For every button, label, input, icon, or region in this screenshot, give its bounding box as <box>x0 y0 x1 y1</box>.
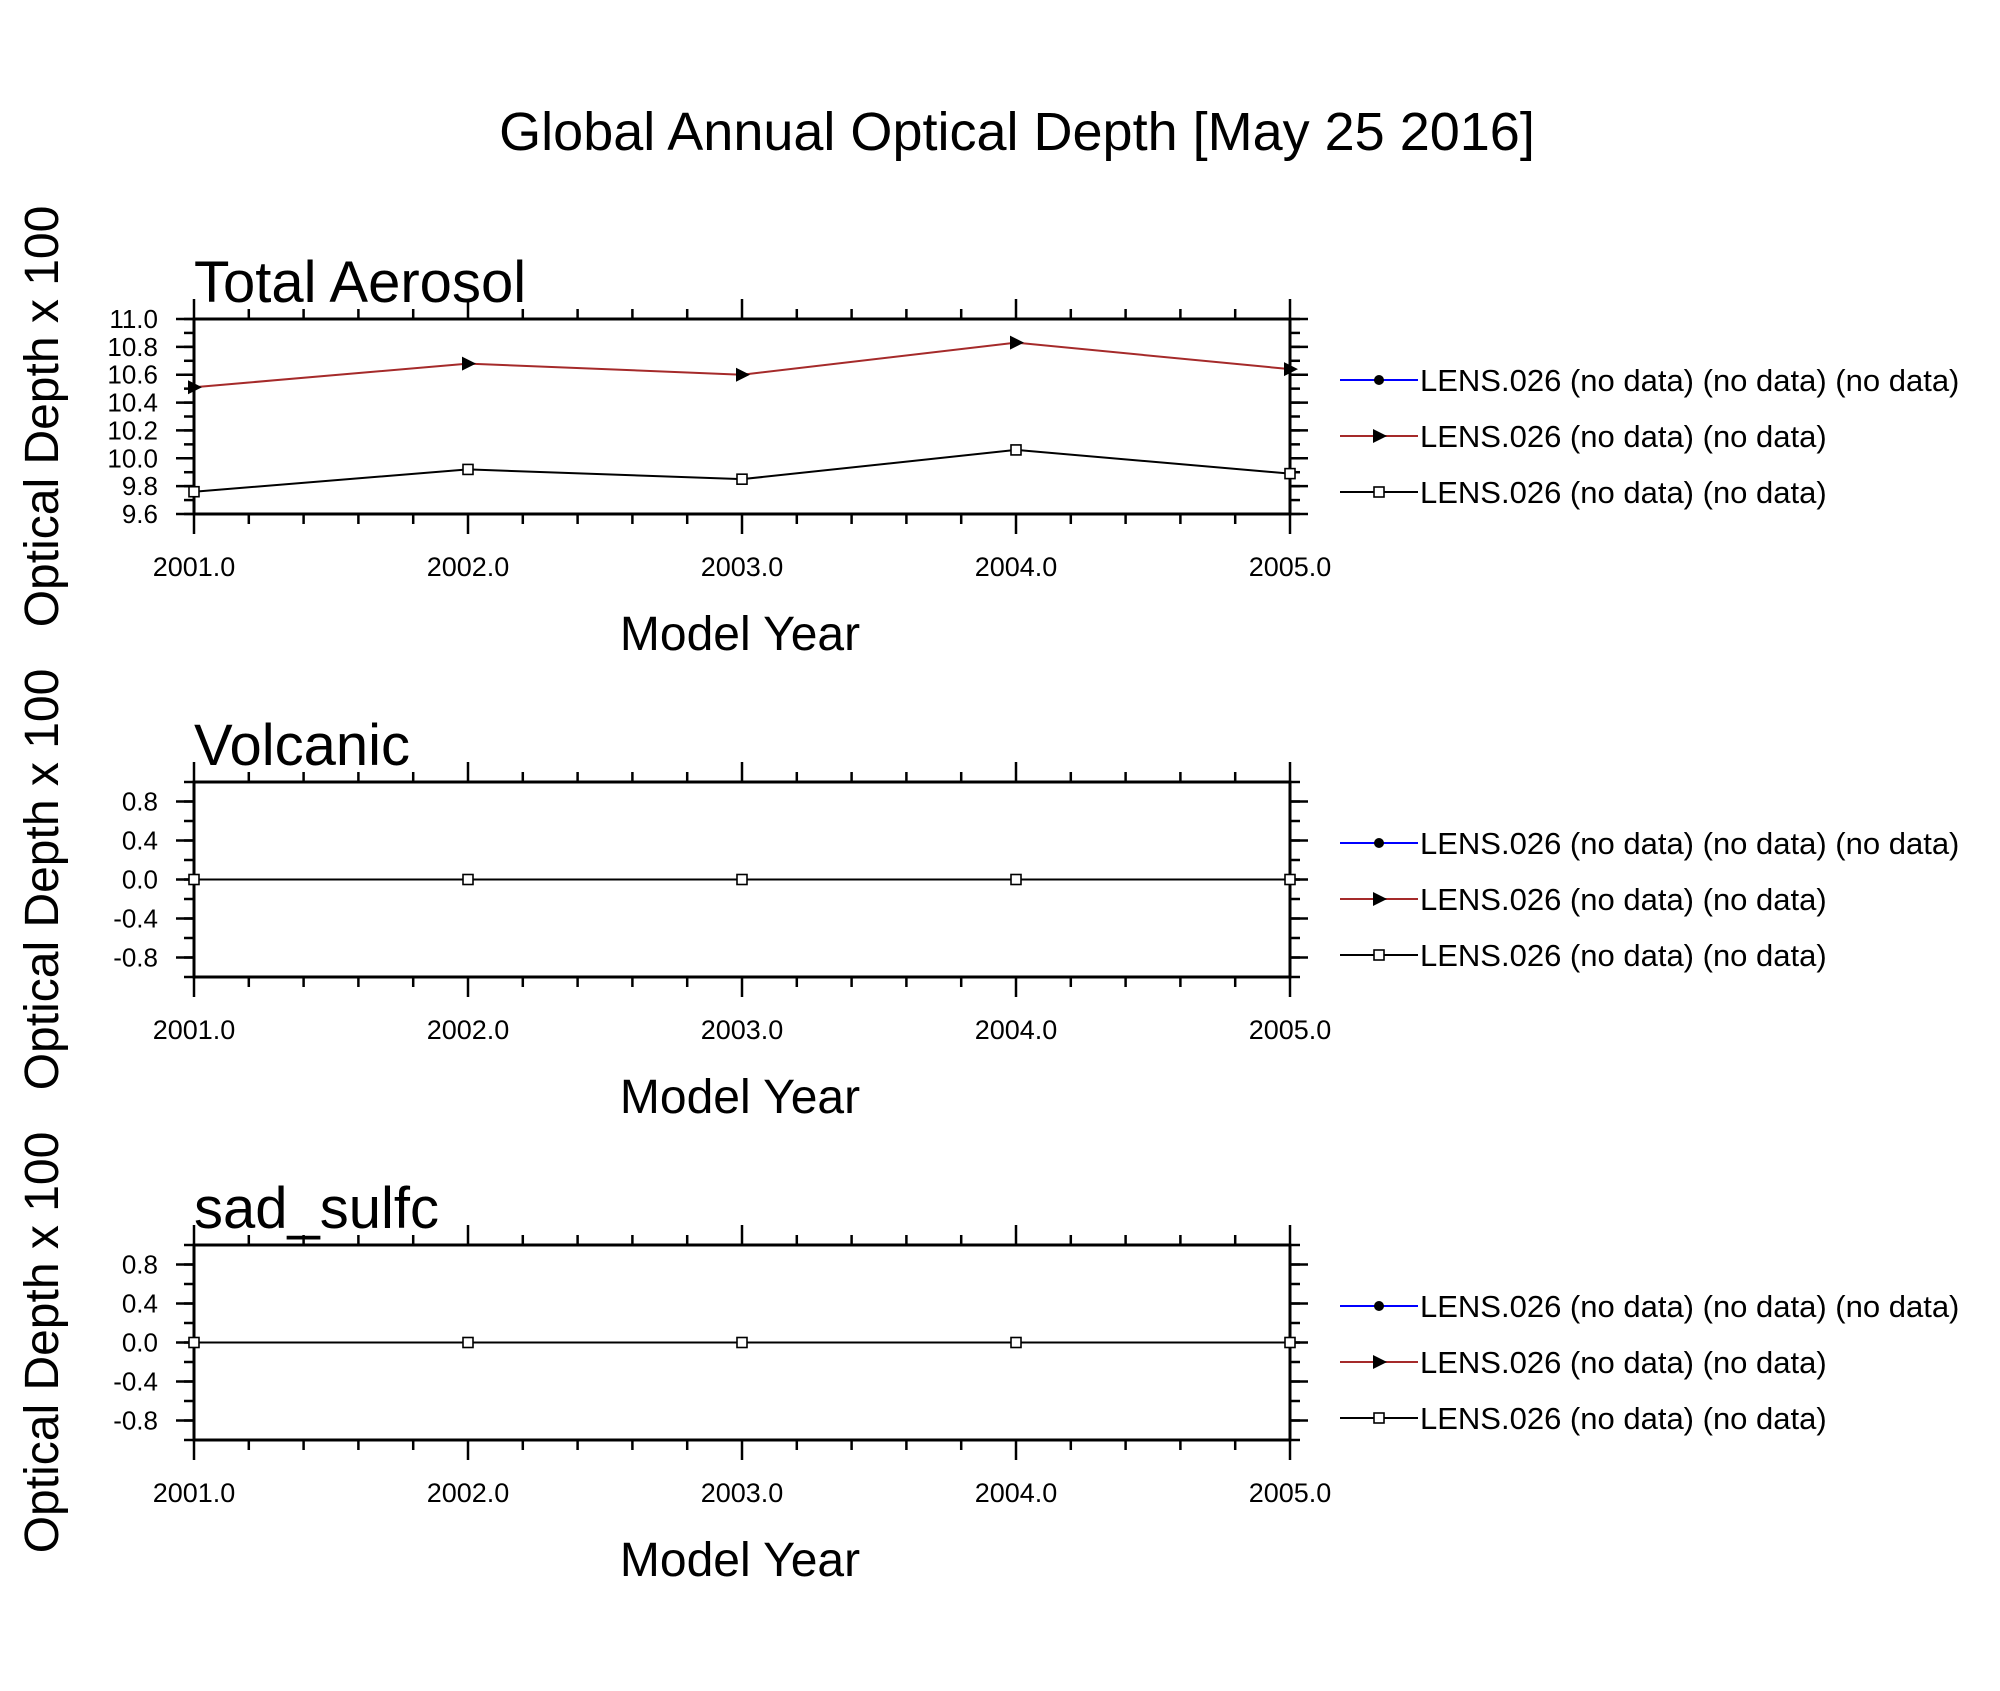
legend-label: LENS.026 (no data) (no data) <box>1420 1345 1827 1380</box>
data-point <box>189 487 199 497</box>
y-tick-label: 10.2 <box>107 415 158 446</box>
x-tick-label: 2002.0 <box>426 1015 510 1045</box>
y-tick-label: -0.4 <box>113 903 158 934</box>
y-tick-label: 10.6 <box>107 359 158 390</box>
x-tick-label: 2001.0 <box>152 1478 236 1508</box>
legend-marker-icon <box>1374 950 1384 960</box>
y-tick-label: 0.8 <box>121 1249 158 1280</box>
legend <box>1340 826 1959 973</box>
chart-panel-2 <box>16 669 1959 1124</box>
series-line <box>194 343 1290 388</box>
legend-label: LENS.026 (no data) (no data) (no data) <box>1420 826 1960 861</box>
x-tick-label: 2003.0 <box>700 1015 784 1045</box>
y-tick-label: 10.0 <box>107 443 158 474</box>
y-tick-label: -0.8 <box>113 1405 158 1436</box>
y-tick-label: 10.8 <box>107 331 158 362</box>
data-point <box>1011 445 1021 455</box>
x-tick-label: 2004.0 <box>974 1478 1058 1508</box>
data-point <box>463 464 473 474</box>
x-axis-label: Model Year <box>619 1534 861 1587</box>
legend-marker-icon <box>1374 838 1384 848</box>
chart-panel-1 <box>16 206 1959 661</box>
figure-title: Global Annual Optical Depth [May 25 2016] <box>499 102 1535 162</box>
y-axis-label: Optical Depth x 100 <box>16 205 69 628</box>
x-axis-label: Model Year <box>619 608 861 661</box>
data-point <box>736 368 750 382</box>
y-axis-label: Optical Depth x 100 <box>16 668 69 1091</box>
x-tick-label: 2003.0 <box>700 1478 784 1508</box>
chart-panel-3 <box>16 1132 1959 1587</box>
x-tick-label: 2004.0 <box>974 552 1058 582</box>
panel-title: sad_sulfc <box>194 1176 440 1241</box>
y-axis-label: Optical Depth x 100 <box>16 1131 69 1554</box>
x-tick-label: 2004.0 <box>974 1015 1058 1045</box>
x-tick-label: 2001.0 <box>152 552 236 582</box>
data-point <box>189 1338 199 1348</box>
data-point <box>1010 336 1024 350</box>
legend-marker-icon <box>1374 487 1384 497</box>
legend-marker-icon <box>1373 429 1387 443</box>
legend-label: LENS.026 (no data) (no data) <box>1420 882 1827 917</box>
legend-label: LENS.026 (no data) (no data) <box>1420 419 1827 454</box>
data-point <box>1011 1338 1021 1348</box>
legend <box>1340 363 1959 510</box>
y-tick-label: 0.8 <box>121 786 158 817</box>
y-tick-label: 11.0 <box>109 304 158 334</box>
y-tick-label: 9.6 <box>121 499 158 529</box>
x-axis-label: Model Year <box>619 1071 861 1124</box>
legend-marker-icon <box>1374 375 1384 385</box>
x-tick-label: 2003.0 <box>700 552 784 582</box>
data-point <box>737 474 747 484</box>
data-point <box>189 875 199 885</box>
data-point <box>1011 875 1021 885</box>
x-tick-label: 2005.0 <box>1248 1478 1332 1508</box>
legend-marker-icon <box>1374 1301 1384 1311</box>
data-point <box>463 1338 473 1348</box>
x-tick-label: 2001.0 <box>152 1015 236 1045</box>
y-tick-label: -0.4 <box>113 1366 158 1397</box>
legend-label: LENS.026 (no data) (no data) <box>1420 938 1827 973</box>
y-tick-label: 0.4 <box>121 825 158 856</box>
legend-marker-icon <box>1374 1413 1384 1423</box>
x-tick-label: 2005.0 <box>1248 552 1332 582</box>
x-tick-label: 2002.0 <box>426 1478 510 1508</box>
panel-title: Total Aerosol <box>194 250 527 315</box>
y-tick-label: 0.0 <box>121 1327 158 1358</box>
y-tick-label: -0.8 <box>113 942 158 973</box>
y-tick-label: 0.4 <box>121 1288 158 1319</box>
data-point <box>1285 469 1295 479</box>
data-point <box>737 875 747 885</box>
data-point <box>1285 1338 1295 1348</box>
legend-marker-icon <box>1373 1355 1387 1369</box>
panel-title: Volcanic <box>194 713 411 778</box>
legend-label: LENS.026 (no data) (no data) (no data) <box>1420 363 1960 398</box>
data-point <box>737 1338 747 1348</box>
data-point <box>1285 875 1295 885</box>
legend <box>1340 1289 1959 1436</box>
y-tick-label: 0.0 <box>121 864 158 895</box>
y-tick-label: 10.4 <box>107 387 158 418</box>
legend-marker-icon <box>1373 892 1387 906</box>
legend-label: LENS.026 (no data) (no data) <box>1420 475 1827 510</box>
x-tick-label: 2002.0 <box>426 552 510 582</box>
data-point <box>463 875 473 885</box>
legend-label: LENS.026 (no data) (no data) (no data) <box>1420 1289 1960 1324</box>
y-tick-label: 9.8 <box>121 471 158 502</box>
series-line <box>194 450 1290 492</box>
x-tick-label: 2005.0 <box>1248 1015 1332 1045</box>
data-point <box>462 357 476 371</box>
legend-label: LENS.026 (no data) (no data) <box>1420 1401 1827 1436</box>
